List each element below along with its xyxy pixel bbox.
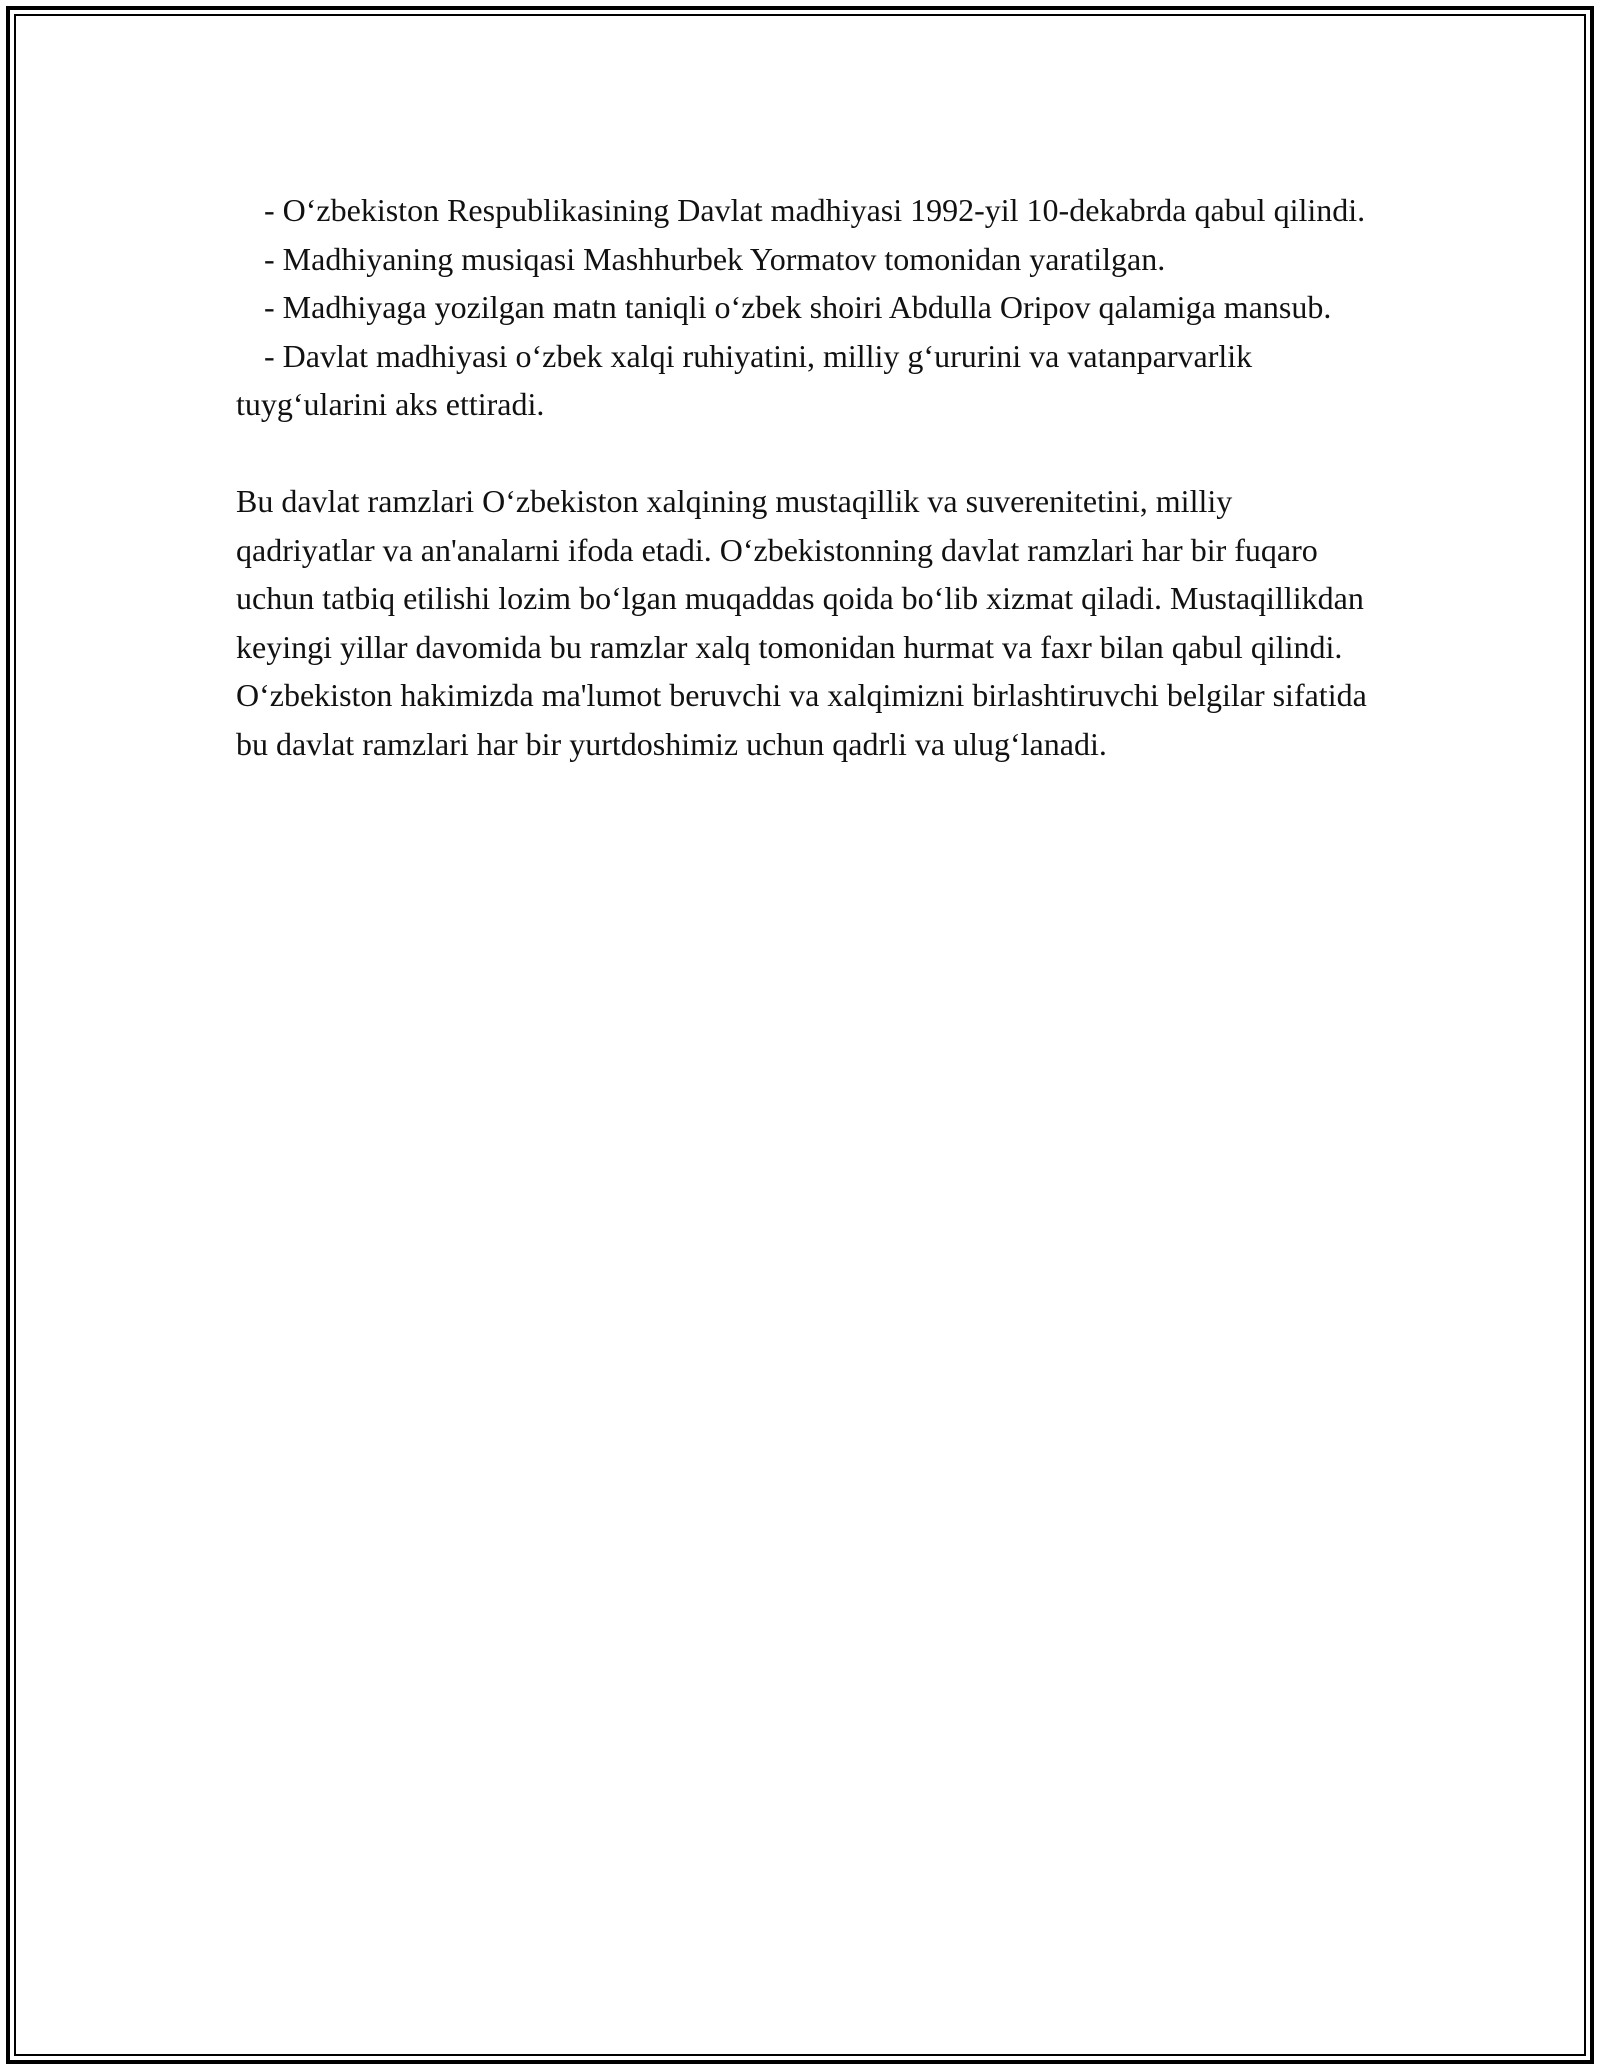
summary-paragraph: Bu davlat ramzlari O‘zbekiston xalqining mustaqillik va suverenitetini, milliy qadriyatlar va an'analarni ifoda etadi. O‘zbekistonning davlat ramzlari har bir fuqaro uchun tatbiq etilishi lozim bo‘lgan muqaddas qoida bo‘lib xizmat qiladi. Mustaqillikdan keyingi yillar davomida bu ramzlar xalq tomonidan hurmat va faxr bilan qabul qilindi. O‘zbekiston hakimizda ma'lumot beruvchi va xalqimizni birlashtiruvchi belgilar sifatida bu davlat ramzlari har bir yurtdoshimiz uchun qadrli va ulug‘lanadi. [236, 483, 1367, 762]
bullet-item-anthem-meaning: - Davlat madhiyasi o‘zbek xalqi ruhiyatini, milliy g‘ururini va vatanparvarlik tuyg‘ularini aks ettiradi. [236, 337, 1253, 422]
bullet-item-anthem-lyrics: - Madhiyaga yozilgan matn taniqli o‘zbek shoiri Abdulla Oripov qalamiga mansub. [264, 289, 1332, 325]
bullet-item-anthem-adoption: - O‘zbekiston Respublikasining Davlat madhiyasi 1992-yil 10-dekabrda qabul qilindi. [264, 192, 1366, 228]
paragraph-spacer [236, 429, 1376, 478]
bullet-item-anthem-music: - Madhiyaning musiqasi Mashhurbek Yormatov tomonidan yaratilgan. [264, 240, 1166, 277]
document-body [236, 186, 1376, 768]
